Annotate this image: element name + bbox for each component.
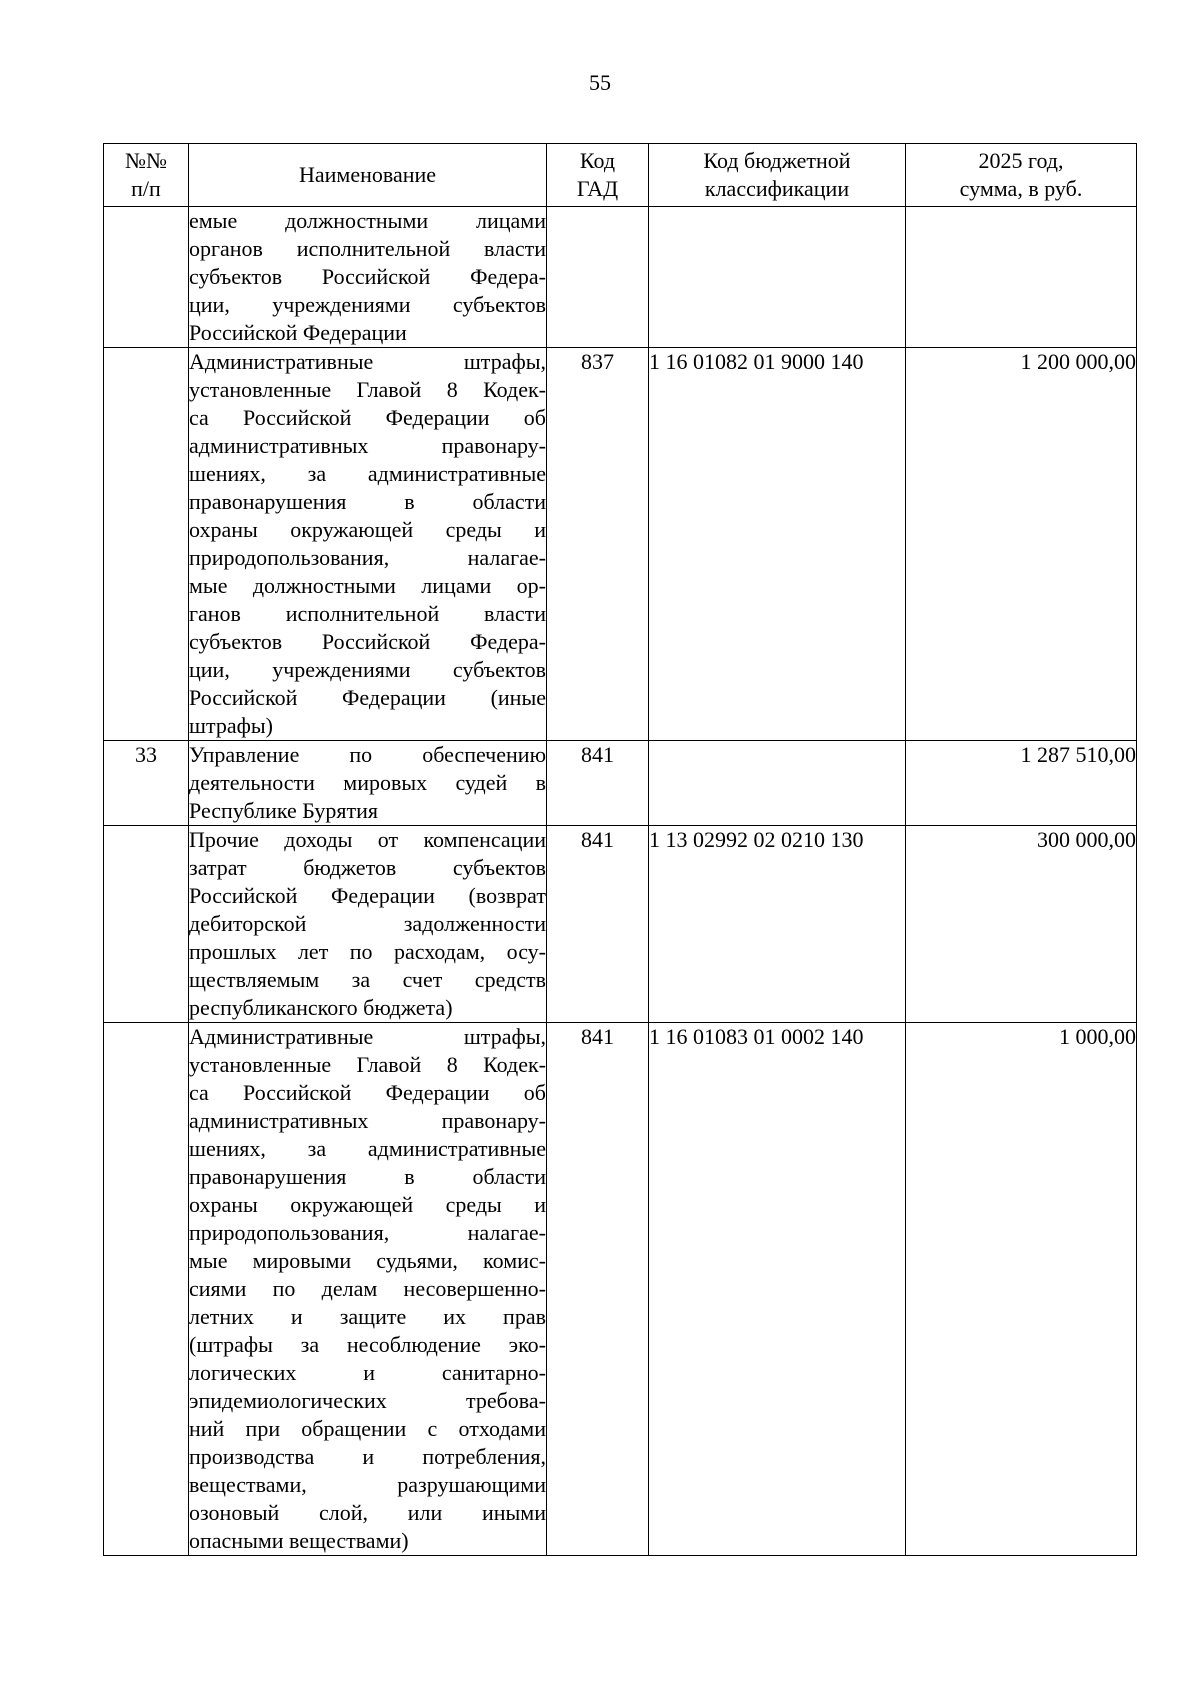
header-gad: Код ГАД (547, 144, 649, 207)
name-line: ции, учреждениями субъектов (189, 657, 546, 682)
name-line: емые должностными лицами (189, 208, 546, 233)
budget-code-cell: 1 16 01082 01 9000 140 (649, 348, 906, 741)
gad-code-cell (547, 207, 649, 348)
table-header-row (104, 144, 1137, 207)
name-line: ции, учреждениями субъектов (189, 292, 546, 317)
sum-cell: 1 000,00 (906, 1023, 1137, 1556)
budget-code-cell: 1 16 01083 01 0002 140 (649, 1023, 906, 1556)
header-name: Наименование (189, 144, 547, 207)
name-line: мые должностными лицами ор- (189, 573, 546, 598)
name-line: Российской Федерации (иные (189, 685, 546, 710)
name-line: республиканского бюджета) (189, 995, 453, 1020)
budget-code-cell (649, 207, 906, 348)
name-line: ганов исполнительной власти (189, 601, 546, 626)
name-line: логических и санитарно- (189, 1360, 546, 1385)
page-number: 55 (589, 70, 611, 95)
name-line: са Российской Федерации об (189, 1080, 546, 1105)
name-line: веществами, разрушающими (189, 1472, 546, 1497)
name-line: шениях, за административные (189, 1136, 546, 1161)
name-line: субъектов Российской Федера- (189, 629, 546, 654)
name-line: (штрафы за несоблюдение эко- (189, 1332, 546, 1357)
name-cell (189, 348, 547, 741)
row-number-cell (104, 207, 189, 348)
gad-code-cell: 837 (547, 348, 649, 741)
row-number-cell (104, 826, 189, 1023)
name-line: Управление по обеспечению (189, 742, 546, 767)
name-line: опасными веществами) (189, 1528, 409, 1553)
name-line: затрат бюджетов субъектов (189, 855, 546, 880)
name-line: деятельности мировых судей в (189, 770, 546, 795)
name-cell (189, 826, 547, 1023)
name-line: ществляемым за счет средств (189, 967, 546, 992)
budget-code-cell (649, 741, 906, 826)
sum-cell: 1 200 000,00 (906, 348, 1137, 741)
name-line: правонарушения в области (189, 1164, 546, 1189)
name-line: природопользования, налагае- (189, 1220, 546, 1245)
name-line: летних и защите их прав (189, 1304, 546, 1329)
name-line: шениях, за административные (189, 461, 546, 486)
row-number-cell (104, 348, 189, 741)
name-line: Республике Бурятия (189, 798, 379, 823)
name-line: ний при обращении с отходами (189, 1416, 546, 1441)
name-cell (189, 741, 547, 826)
name-line: эпидемиологических требова- (189, 1388, 546, 1413)
name-line: озоновый слой, или иными (189, 1500, 546, 1525)
name-line: органов исполнительной власти (189, 236, 546, 261)
table-row (104, 348, 1137, 741)
name-line: прошлых лет по расходам, осу- (189, 939, 546, 964)
name-line: Российской Федерации (189, 320, 407, 345)
row-number-cell (104, 1023, 189, 1556)
name-line: штрафы) (189, 713, 273, 738)
name-line: административных правонару- (189, 1108, 546, 1133)
name-line: административных правонару- (189, 433, 546, 458)
sum-cell (906, 207, 1137, 348)
name-cell (189, 207, 547, 348)
gad-code-cell: 841 (547, 1023, 649, 1556)
name-line: охраны окружающей среды и (189, 1192, 546, 1217)
table-row (104, 741, 1137, 826)
name-line: Прочие доходы от компенсации (189, 827, 546, 852)
budget-table (103, 143, 1137, 1556)
name-line: охраны окружающей среды и (189, 517, 546, 542)
table-row (104, 826, 1137, 1023)
row-number-cell: 33 (104, 741, 189, 826)
header-sum: 2025 год, сумма, в руб. (906, 144, 1137, 207)
header-budget-code: Код бюджетной классификации (649, 144, 906, 207)
name-line: Административные штрафы, (189, 349, 546, 374)
name-line: сиями по делам несовершенно- (189, 1276, 546, 1301)
table-row (104, 1023, 1137, 1556)
name-line: правонарушения в области (189, 489, 546, 514)
sum-cell: 300 000,00 (906, 826, 1137, 1023)
gad-code-cell: 841 (547, 741, 649, 826)
name-line: установленные Главой 8 Кодек- (189, 377, 546, 402)
name-line: производства и потребления, (189, 1444, 546, 1469)
name-line: субъектов Российской Федера- (189, 264, 546, 289)
name-line: природопользования, налагае- (189, 545, 546, 570)
name-line: Российской Федерации (возврат (189, 883, 546, 908)
name-line: Административные штрафы, (189, 1024, 546, 1049)
budget-code-cell: 1 13 02992 02 0210 130 (649, 826, 906, 1023)
name-cell (189, 1023, 547, 1556)
sum-cell: 1 287 510,00 (906, 741, 1137, 826)
header-number: №№ п/п (104, 144, 189, 207)
name-line: мые мировыми судьями, комис- (189, 1248, 546, 1273)
gad-code-cell: 841 (547, 826, 649, 1023)
name-line: установленные Главой 8 Кодек- (189, 1052, 546, 1077)
name-line: са Российской Федерации об (189, 405, 546, 430)
name-line: дебиторской задолженности (189, 911, 546, 936)
table-row (104, 207, 1137, 348)
